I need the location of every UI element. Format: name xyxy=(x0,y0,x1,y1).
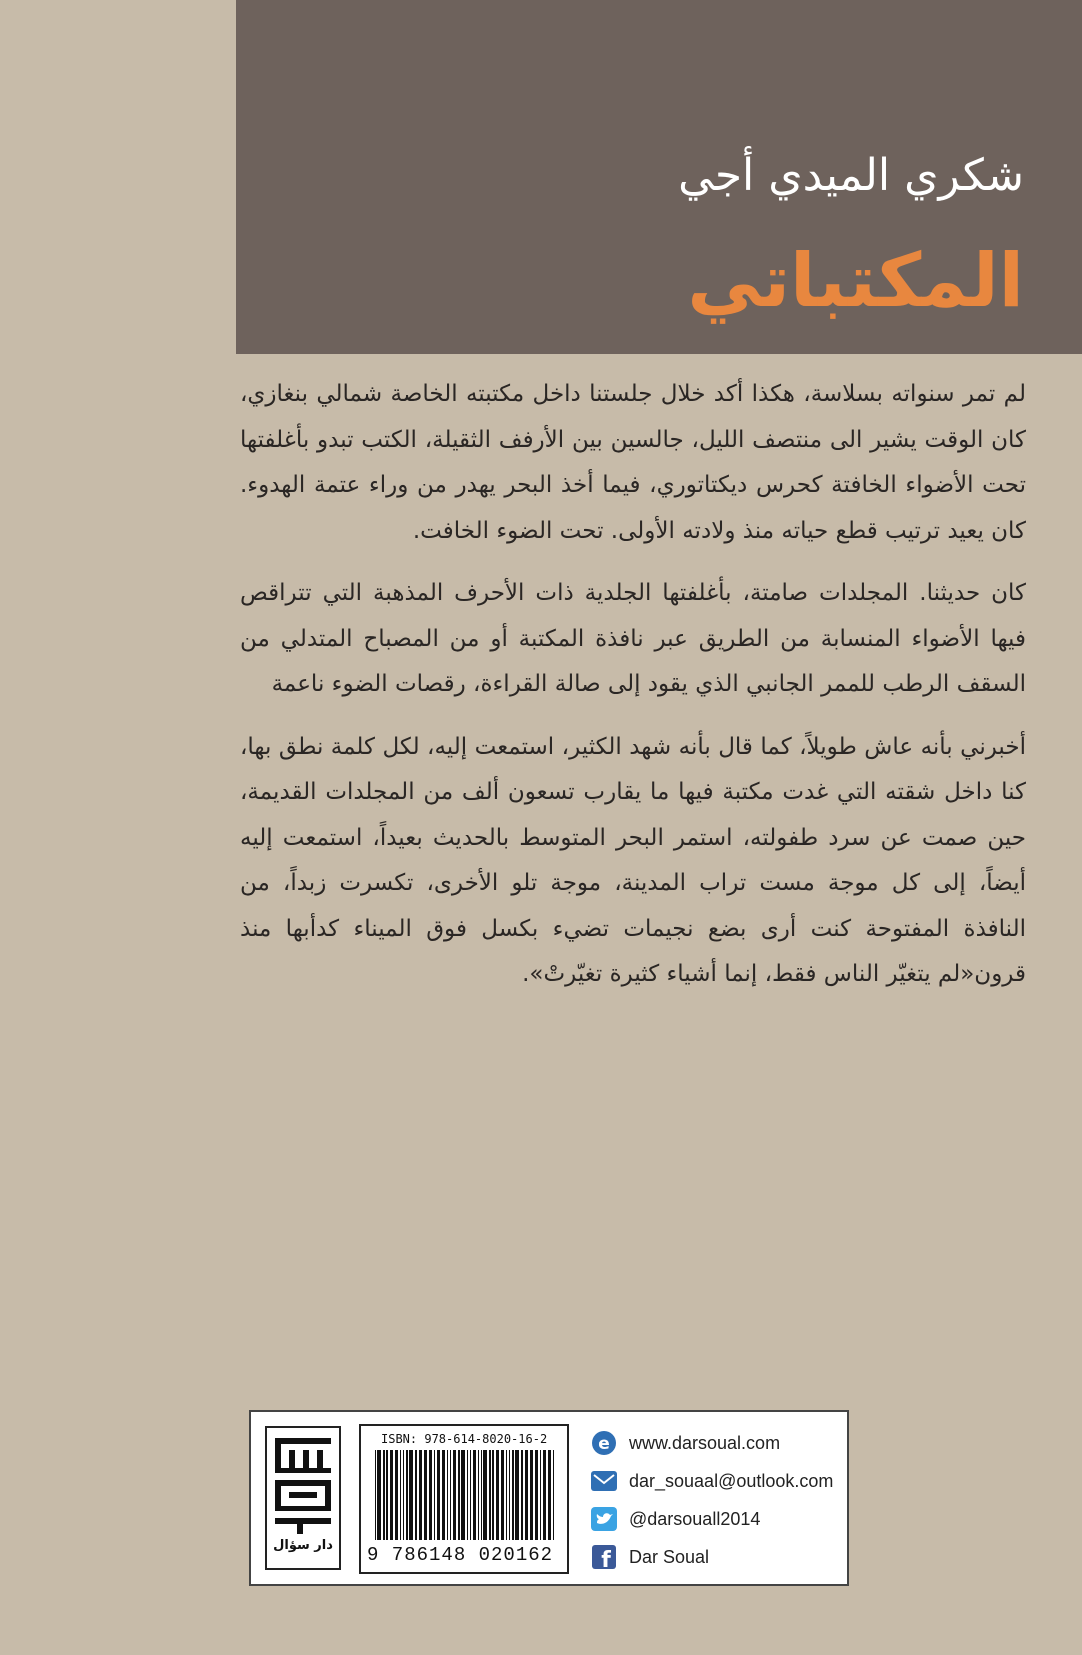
barcode-bar xyxy=(461,1450,465,1540)
barcode-bar xyxy=(415,1450,417,1540)
barcode-bar xyxy=(540,1450,541,1540)
barcode-bar xyxy=(553,1450,554,1540)
barcode-bar xyxy=(453,1450,456,1540)
contact-facebook[interactable] xyxy=(589,1538,839,1576)
book-title: المكتباتي xyxy=(687,238,1024,324)
isbn-barcode xyxy=(359,1424,569,1574)
barcode-bar xyxy=(492,1450,494,1540)
barcode-bar xyxy=(525,1450,528,1540)
author-name: شكري الميدي أجي xyxy=(678,150,1024,201)
contact-twitter[interactable] xyxy=(589,1500,839,1538)
isbn-label: ISBN: 978-614-8020-16-2 xyxy=(381,1432,548,1446)
barcode-bar xyxy=(470,1450,471,1540)
twitter-icon xyxy=(589,1505,619,1533)
barcode-bar xyxy=(489,1450,491,1540)
barcode-bar xyxy=(395,1450,398,1540)
barcode-bar xyxy=(424,1450,427,1540)
barcode-bar xyxy=(481,1450,482,1540)
barcode-bar xyxy=(506,1450,507,1540)
svg-text:e: e xyxy=(598,1434,610,1454)
barcode-bar xyxy=(501,1450,504,1540)
barcode-bar xyxy=(543,1450,546,1540)
contact-facebook-text: Dar Soual xyxy=(629,1546,710,1567)
blurb-paragraph: أخبرني بأنه عاش طويلاً، كما قال بأنه شهد الكثير، استمعت إليه، لكل كلمة نطق بها، كنا داخل شقته التي غدت مكتبة فيها ما يقارب تسعون ألف من المجلدات القديمة، حين صمت عن سرد طفولته، استمر البحر المتوسط بالحديث بعيداً، استمعت إليه أيضاً، إلى كل موجة مست تراب المدينة، موجة تلو الأخرى، تكسرت زبداً، من النافذة المفتوحة كنت أرى بضع نجيمات تضيء بكسل فوق الميناء كدأبها منذ قرون«لم يتغيّر الناس فقط، إنما أشياء كثيرة تغيّرتْ». xyxy=(240,733,1026,987)
barcode-bar xyxy=(419,1450,422,1540)
barcode-bar xyxy=(512,1450,514,1540)
barcode-bar xyxy=(548,1450,551,1540)
facebook-icon xyxy=(589,1543,619,1571)
publisher-info-box xyxy=(249,1410,849,1586)
barcode-bar xyxy=(400,1450,401,1540)
publisher-logo-text: دار سؤال xyxy=(273,1538,333,1553)
barcode-bar xyxy=(386,1450,388,1540)
barcode-bar xyxy=(447,1450,448,1540)
contact-list xyxy=(589,1424,839,1576)
barcode-bar xyxy=(442,1450,445,1540)
barcode-bar xyxy=(377,1450,381,1540)
barcode-bar xyxy=(406,1450,408,1540)
barcode-number: 9 786148 020162 xyxy=(367,1544,554,1566)
barcode-bar xyxy=(403,1450,404,1540)
contact-twitter-text: @darsouall2014 xyxy=(629,1508,761,1529)
barcode-bar xyxy=(458,1450,460,1540)
contact-website[interactable] xyxy=(589,1424,839,1462)
barcode-bar xyxy=(375,1450,376,1540)
barcode-bar xyxy=(450,1450,451,1540)
barcode-bar xyxy=(473,1450,476,1540)
contact-website-text: www.darsoual.com xyxy=(629,1432,781,1453)
barcode-bar xyxy=(478,1450,479,1540)
blurb-paragraph: لم تمر سنواته بسلاسة، هكذا أكد خلال جلستنا داخل مكتبته الخاصة شمالي بنغازي، كان الوقت يشير الى منتصف الليل، جالسين بين الأرفف الثقيلة، الكتب تبدو بأغلفتها تحت الأضواء الخافتة كحرس ديكتاتوري، فيما أخذ البحر يهدر من وراء عتمة الهدوء. كان يعيد ترتيب قطع حياته منذ ولادته الأولى. تحت الضوء الخافت. xyxy=(240,381,1026,544)
barcode-bar xyxy=(437,1450,440,1540)
contact-email-text: dar_souaal@outlook.com xyxy=(629,1470,834,1491)
barcode-bar xyxy=(496,1450,499,1540)
barcode-bar xyxy=(409,1450,413,1540)
barcode-bar xyxy=(434,1450,435,1540)
barcode-bars xyxy=(373,1450,559,1542)
svg-text:f: f xyxy=(601,1548,611,1571)
mail-icon xyxy=(589,1467,619,1495)
blurb-text xyxy=(240,372,1026,1015)
barcode-bar xyxy=(467,1450,468,1540)
barcode-bar xyxy=(515,1450,519,1540)
title-band xyxy=(236,0,1082,354)
publisher-logo xyxy=(265,1426,341,1570)
contact-email[interactable] xyxy=(589,1462,839,1500)
barcode-bar xyxy=(521,1450,523,1540)
barcode-bar xyxy=(509,1450,510,1540)
barcode-bar xyxy=(383,1450,385,1540)
barcode-bar xyxy=(429,1450,432,1540)
barcode-bar xyxy=(535,1450,538,1540)
blurb-paragraph: كان حديثنا. المجلدات صامتة، بأغلفتها الجلدية ذات الأحرف المذهبة التي تتراقص فيها الأضواء المنسابة من الطريق عبر نافذة المكتبة أو من المصباح المتدلي من السقف الرطب للممر الجانبي الذي يقود إلى صالة القراءة، رقصات الضوء ناعمة xyxy=(240,580,1026,697)
barcode-bar xyxy=(390,1450,393,1540)
barcode-bar xyxy=(530,1450,533,1540)
barcode-bar xyxy=(483,1450,487,1540)
globe-icon xyxy=(589,1429,619,1457)
